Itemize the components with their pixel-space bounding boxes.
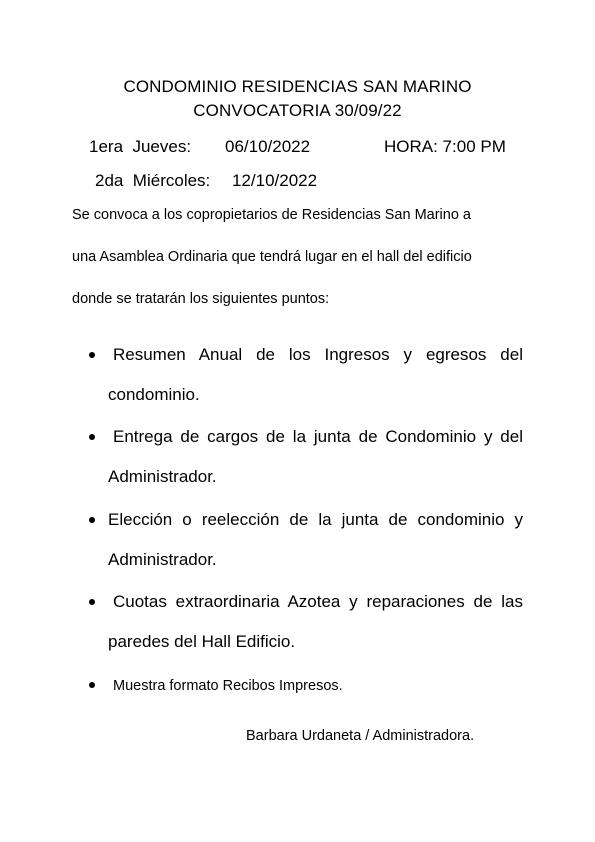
document-title: CONDOMINIO RESIDENCIAS SAN MARINO [123, 77, 472, 96]
first-call-date: 06/10/2022 [225, 137, 311, 156]
bullet-icon [89, 352, 95, 358]
bullet-icon [89, 682, 95, 688]
second-call-label: 2da Miércoles: [95, 171, 211, 190]
agenda-item-line: Elección o reelección de la junta de condominio y [108, 510, 523, 529]
agenda-item-line: Muestra formato Recibos Impresos. [113, 678, 343, 694]
agenda-item-line: Resumen Anual de los Ingresos y egresos del [113, 345, 523, 364]
agenda-item-line: Cuotas extraordinaria Azotea y reparaciones de las [113, 592, 523, 611]
agenda-item-line: condominio. [108, 385, 200, 404]
first-call-label: 1era Jueves: [89, 137, 192, 156]
intro-paragraph-line: Se convoca a los copropietarios de Residencias San Marino a [72, 207, 471, 223]
agenda-item-line: paredes del Hall Edificio. [108, 632, 296, 651]
document-subtitle: CONVOCATORIA 30/09/22 [193, 101, 402, 120]
bullet-icon [89, 517, 95, 523]
agenda-item-line: Entrega de cargos de la junta de Condominio y del [113, 427, 523, 446]
second-call-date: 12/10/2022 [232, 171, 318, 190]
agenda-item-line: Administrador. [108, 467, 217, 486]
intro-paragraph-line: una Asamblea Ordinaria que tendrá lugar en el hall del edificio [72, 249, 472, 265]
meeting-time: HORA: 7:00 PM [384, 137, 506, 156]
intro-paragraph-line: donde se tratarán los siguientes puntos: [72, 291, 330, 307]
signature: Barbara Urdaneta / Administradora. [246, 728, 475, 744]
bullet-icon [89, 434, 95, 440]
agenda-item-line: Administrador. [108, 550, 217, 569]
bullet-icon [89, 599, 95, 605]
